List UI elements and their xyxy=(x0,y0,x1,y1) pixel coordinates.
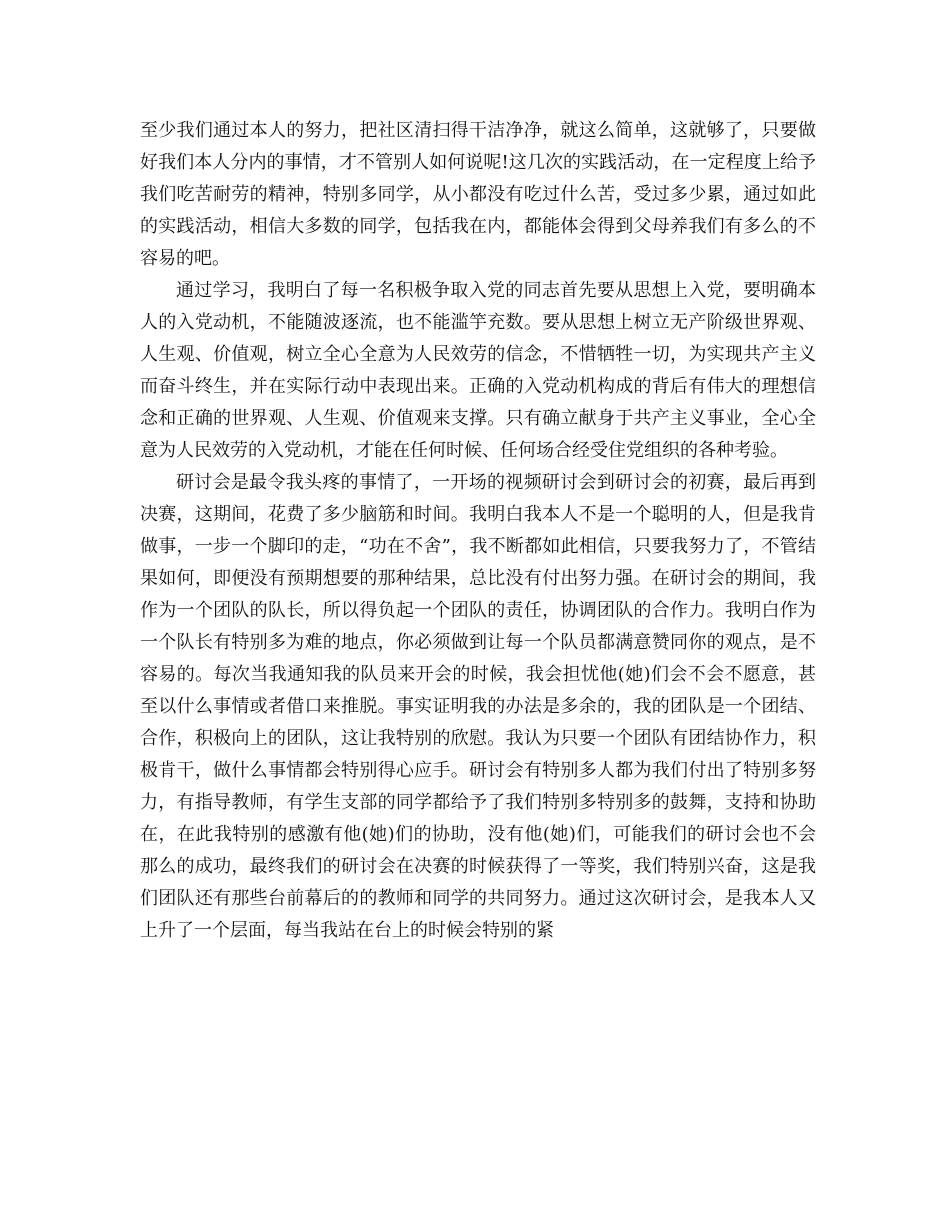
paragraph-2: 通过学习，我明白了每一名积极争取入党的同志首先要从思想上入党，要明确本人的入党动机，不能随波逐流，也不能滥竽充数。要从思想上树立无产阶级世界观、人生观、价值观，树立全心全意为人民效劳的信念，不惜牺牲一切，为实现共产主义而奋斗终生，并在实际行动中表现出来。正确的入党动机构成的背后有伟大的理想信念和正确的世界观、人生观、价值观来支撑。只有确立献身于共产主义事业，全心全意为人民效劳的入党动机，才能在任何时候、任何场合经受住党组织的各种考验。 xyxy=(140,280,816,461)
paragraph-1: 至少我们通过本人的努力，把社区清扫得干洁净净，就这么简单，这就够了，只要做好我们本人分内的事情，才不管别人如何说呢!这几次的实践活动，在一定程度上给予我们吃苦耐劳的精神，特别多同学，从小都没有吃过什么苦，受过多少累，通过如此的实践活动，相信大多数的同学，包括我在内，都能体会得到父母养我们有多么的不容易的吧。 xyxy=(140,120,816,269)
paragraph-3: 研讨会是最令我头疼的事情了，一开场的视频研讨会到研讨会的初赛，最后再到决赛，这期间，花费了多少脑筋和时间。我明白我本人不是一个聪明的人，但是我肯做事，一步一个脚印的走，“功在不舍”，我不断都如此相信，只要我努力了，不管结果如何，即便没有预期想要的那种结果，总比没有付出努力强。在研讨会的期间，我作为一个团队的队长，所以得负起一个团队的责任，协调团队的合作力。我明白作为一个队长有特别多为难的地点，你必须做到让每一个队员都满意赞同你的观点，是不容易的。每次当我通知我的队员来开会的时候，我会担忧他(她)们会不会不愿意，甚至以什么事情或者借口来推脱。事实证明我的办法是多余的，我的团队是一个团结、合作，积极向上的团队，这让我特别的欣慰。我认为只要一个团队有团结协作力，积极肯干，做什么事情都会特别得心应手。研讨会有特别多人都为我们付出了特别多努力，有指导教师，有学生支部的同学都给予了我们特别多特别多的鼓舞，支持和协助在，在此我特别的感激有他(她)们的协助，没有他(她)们，可能我们的研讨会也不会那么的成功，最终我们的研讨会在决赛的时候获得了一等奖，我们特别兴奋，这是我们团队还有那些台前幕后的的教师和同学的共同努力。通过这次研讨会，是我本人又上升了一个层面，每当我站在台上的时候会特别的紧 xyxy=(140,472,816,941)
document-body xyxy=(140,115,816,947)
